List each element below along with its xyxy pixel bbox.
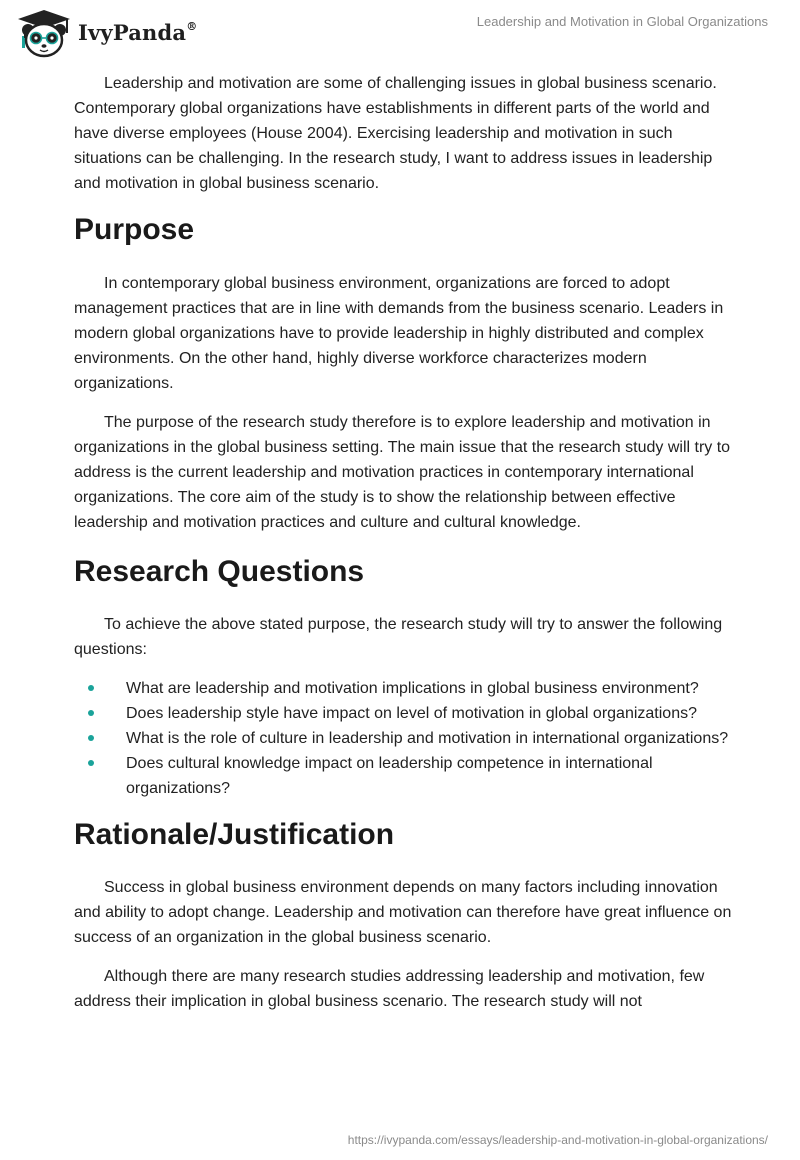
brand-name[interactable]: IvyPanda® [78, 20, 198, 45]
rationale-paragraph-1: Success in global business environment depends on many factors including innovation and ability to adopt change. Leadership and motivation can therefore have great influence on success of an organization in the global business scenario. [74, 879, 732, 946]
list-item: Does leadership style have impact on level of motivation in global organizations? [74, 701, 734, 726]
running-title: Leadership and Motivation in Global Organizations [476, 14, 768, 29]
bullet-icon [88, 735, 94, 741]
research-questions-list [74, 676, 734, 801]
research-questions-intro: To achieve the above stated purpose, the research study will try to answer the following questions: [74, 616, 723, 658]
rationale-paragraph-2: Although there are many research studies addressing leadership and motivation, few address their implication in global business scenario. The research study will not [74, 968, 705, 1010]
purpose-paragraph-2: The purpose of the research study therefore is to explore leadership and motivation in organizations in the global business setting. The main issue that the research study will try to address is the current leadership and motivation practices in contemporary international organizations. The core aim of the study is to show the relationship between effective leadership and motivation practices and culture and cultural knowledge. [74, 414, 731, 531]
list-item: What are leadership and motivation implications in global business environment? [74, 676, 734, 701]
bullet-icon [88, 760, 94, 766]
rationale-heading: Rationale/Justification [74, 818, 395, 851]
research-questions-heading: Research Questions [74, 555, 365, 588]
source-url-link[interactable]: https://ivypanda.com/essays/leadership-and-motivation-in-global-organizations/ [347, 1133, 768, 1147]
list-item: What is the role of culture in leadership and motivation in international organizations? [74, 726, 734, 751]
page-header [0, 0, 800, 72]
panda-logo-icon[interactable] [14, 8, 74, 58]
essay-content [74, 71, 734, 1028]
list-item: Does cultural knowledge impact on leadership competence in international organizations? [74, 751, 734, 801]
purpose-heading: Purpose [74, 213, 195, 246]
purpose-paragraph-1: In contemporary global business environment, organizations are forced to adopt management practices that are in line with demands from the business scenario. Leaders in modern global organizations have to provide leadership in highly distributed and complex environments. On the other hand, highly diverse workforce characterizes modern organizations. [74, 275, 724, 392]
intro-paragraph: Leadership and motivation are some of challenging issues in global business scenario. Contemporary global organizations have establishments in different parts of the world and have diverse employees (House 2004). Exercising leadership and motivation in such situations can be challenging. In the research study, I want to address issues in leadership and motivation in global business scenario. [74, 75, 717, 192]
bullet-icon [88, 710, 94, 716]
bullet-icon [88, 685, 94, 691]
